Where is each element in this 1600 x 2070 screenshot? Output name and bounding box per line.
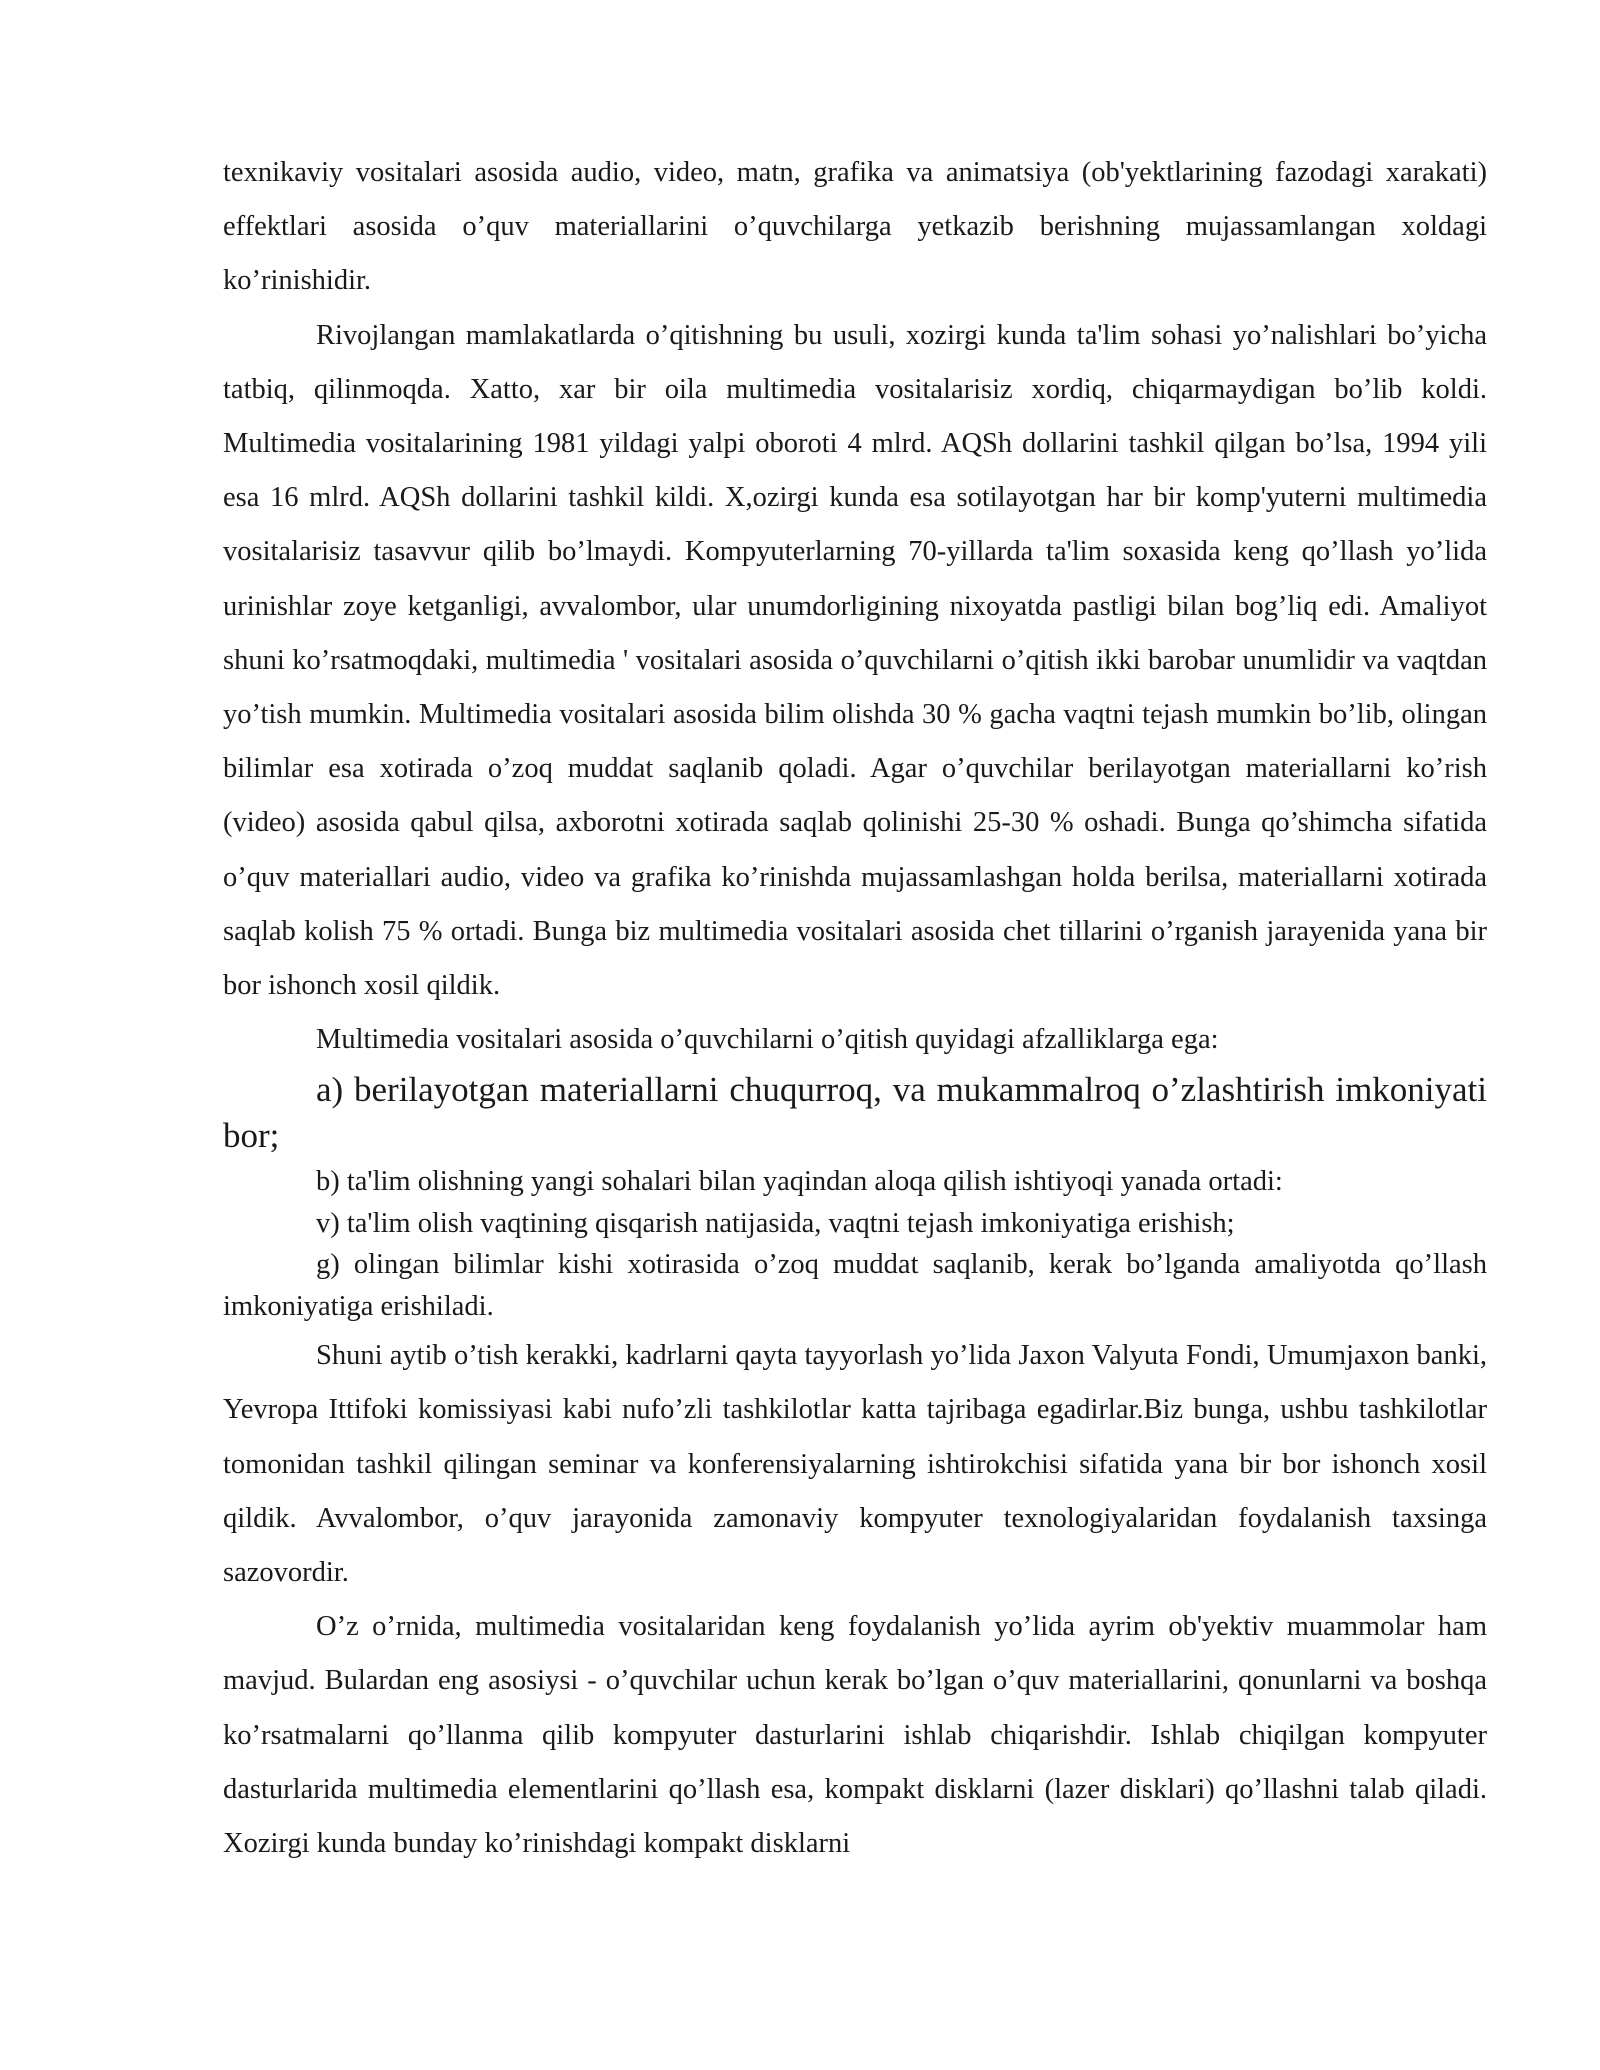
list-item-g: g) olingan bilimlar kishi xotirasida o’zoq muddat saqlanib, kerak bo’lganda amaliyotda qo’llash imkoniyatiga erishiladi.: [223, 1249, 1487, 1322]
paragraph-advantages-lead: Multimedia vositalari asosida o’quvchilarni o’qitish quyidagi afzalliklarga ega:: [316, 1024, 1219, 1056]
paragraph-multimedia-adoption: Rivojlangan mamlakatlarda o’qitishning bu usuli, xozirgi kunda ta'lim sohasi yo’nalishlari bo’yicha tatbiq, qilinmoqda. Xatto, xar bir oila multimedia vositalarisiz xordiq, chiqarmaydigan bo’lib koldi. Multimedia vositalarining 1981 yildagi yalpi oboroti 4 mlrd. AQSh dollarini tashkil qilgan bo’lsa, 1994 yili esa 16 mlrd. AQSh dollarini tashkil kildi. X,ozirgi kunda esa sotilayotgan har bir komp'yuterni multimedia vositalarisiz tasavvur qilib bo’lmaydi. Kompyuterlarning 70-yillarda ta'lim soxasida keng qo’llash yo’lida urinishlar zoye ketganligi, avvalombor, ular unumdorligining nixoyatda pastligi bilan bog’liq edi. Amaliyot shuni ko’rsatmoqdaki, multimedia ' vositalari asosida o’quvchilarni o’qitish ikki barobar unumlidir va vaqtdan yo’tish mumkin. Multimedia vositalari asosida bilim olishda 30 % gacha vaqtni tejash mumkin bo’lib, olingan bilimlar esa xotirada o’zoq muddat saqlanib qoladi. Agar o’quvchilar berilayotgan materiallarni ko’rish (video) asosida qabul qilsa, axborotni xotirada saqlab qolinishi 25-30 % oshadi. Bunga qo’shimcha sifatida o’quv materiallari audio, video va grafika ko’rinishda mujassamlashgan holda berilsa, materiallarni xotirada saqlab kolish 75 % ortadi. Bunga biz multimedia vositalari asosida chet tillarini o’rganish jarayenida yana bir bor ishonch xosil qildik.: [223, 319, 1487, 1002]
paragraph-organizations: Shuni aytib o’tish kerakki, kadrlarni qayta tayyorlash yo’lida Jaxon Valyuta Fondi, Umumjaxon banki, Yevropa Ittifoki komissiyasi kabi nufo’zli tashkilotlar katta tajribaga egadirlar.Biz bunga, ushbu tashkilotlar tomonidan tashkil qilingan seminar va konferensiyalarning ishtirokchisi sifatida yana bir bor ishonch xosil qildik. Avvalombor, o’quv jarayonida zamonaviy kompyuter texnologiyalaridan foydalanish taxsinga sazovordir.: [223, 1340, 1487, 1589]
paragraph-intro-continuation: texnikaviy vositalari asosida audio, video, matn, grafika va animatsiya (ob'yektlarining fazodagi xarakati) effektlari asosida o’quv materiallarini o’quvchilarga yetkazib berishning mujassamlangan xoldagi ko’rinishidir.: [223, 157, 1487, 297]
list-item-v: v) ta'lim olish vaqtining qisqarish natijasida, vaqtni tejash imkoniyatiga erishish;: [316, 1207, 1235, 1239]
list-item-b: b) ta'lim olishning yangi sohalari bilan yaqindan aloqa qilish ishtiyoqi yanada ortadi:: [316, 1166, 1283, 1198]
list-item-a: a) berilayotgan materiallarni chuqurroq, va mukammalroq o’zlashtirish imkoniyati bor;: [223, 1070, 1487, 1156]
document-page: [223, 146, 1487, 1871]
advantages-list: [223, 1067, 1487, 1327]
paragraph-problems: O’z o’rnida, multimedia vositalaridan keng foydalanish yo’lida ayrim ob'yektiv muammolar ham mavjud. Bulardan eng asosiysi - o’quvchilar uchun kerak bo’lgan o’quv materiallarini, qonunlarni va boshqa ko’rsatmalarni qo’llanma qilib kompyuter dasturlarini ishlab chiqarishdir. Ishlab chiqilgan kompyuter dasturlarida multimedia elementlarini qo’llash esa, kompakt disklarni (lazer disklari) qo’llashni talab qiladi. Xozirgi kunda bunday ko’rinishdagi kompakt disklarni: [223, 1611, 1487, 1860]
